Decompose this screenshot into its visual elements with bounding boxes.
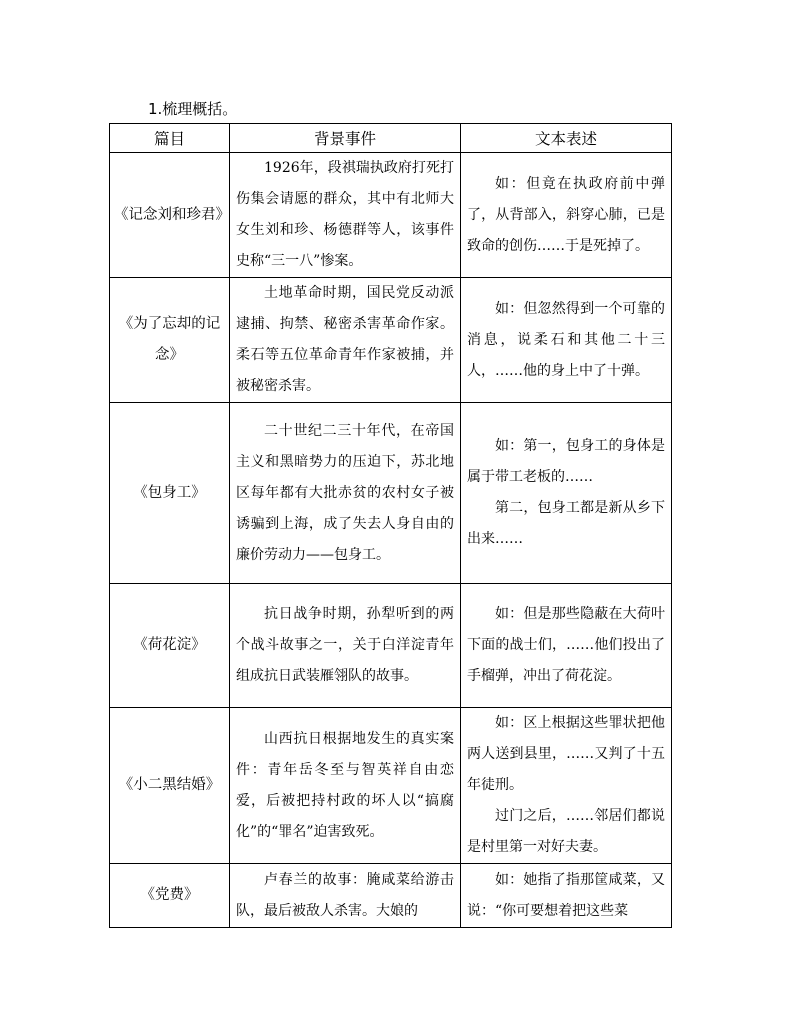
background-event bbox=[230, 708, 461, 864]
background-text: 1926年，段祺瑞执政府打死打伤集会请愿的群众，其中有北师大女生刘和珍、杨德群等人，该事件史称“三一八”惨案。 bbox=[236, 160, 454, 269]
excerpt-paragraph: 如：她指了指那筐咸菜，又说：“你可要想着把这些菜 bbox=[467, 871, 665, 919]
excerpt-paragraph: 如：第一，包身工的身体是属于带工老板的…… bbox=[467, 438, 665, 485]
table-row bbox=[110, 708, 672, 864]
excerpt-paragraph: 如：但竟在执政府前中弹了，从背部入，斜穿心肺，已是致命的创伤……于是死掉了。 bbox=[467, 175, 665, 254]
background-text: 土地革命时期，国民党反动派逮捕、拘禁、秘密杀害革命作家。柔石等五位革命青年作家被捕，并被秘密杀害。 bbox=[236, 285, 454, 394]
work-title: 《党费》 bbox=[110, 864, 230, 928]
work-title: 《记念刘和珍君》 bbox=[110, 153, 230, 278]
work-title: 《小二黑结婚》 bbox=[110, 708, 230, 864]
table-row bbox=[110, 864, 672, 928]
work-title: 《包身工》 bbox=[110, 403, 230, 584]
table-row bbox=[110, 403, 672, 584]
text-excerpt bbox=[461, 153, 672, 278]
background-event bbox=[230, 584, 461, 708]
background-event bbox=[230, 278, 461, 403]
background-event bbox=[230, 153, 461, 278]
exercise-heading: 1.梳理概括。 bbox=[148, 100, 238, 118]
column-header-title: 篇目 bbox=[110, 124, 230, 153]
work-title: 《荷花淀》 bbox=[110, 584, 230, 708]
table-row bbox=[110, 278, 672, 403]
excerpt-paragraph: 第二，包身工都是新从乡下出来…… bbox=[467, 500, 665, 547]
excerpt-paragraph: 如：区上根据这些罪状把他两人送到县里，……又判了十五年徒刑。 bbox=[467, 715, 665, 793]
table-row bbox=[110, 153, 672, 278]
background-text: 抗日战争时期，孙犁听到的两个战斗故事之一，关于白洋淀青年组成抗日武装雁翎队的故事。 bbox=[236, 606, 454, 684]
excerpt-paragraph: 过门之后，……邻居们都说是村里第一对好夫妻。 bbox=[467, 808, 665, 855]
column-header-excerpt: 文本表述 bbox=[461, 124, 672, 153]
text-excerpt bbox=[461, 864, 672, 928]
text-excerpt bbox=[461, 584, 672, 708]
summary-table bbox=[109, 123, 672, 928]
work-title: 《为了忘却的记念》 bbox=[110, 278, 230, 403]
background-event bbox=[230, 403, 461, 584]
text-excerpt bbox=[461, 403, 672, 584]
excerpt-paragraph: 如：但忽然得到一个可靠的消息，说柔石和其他二十三人，……他的身上中了十弹。 bbox=[467, 300, 665, 379]
table-row bbox=[110, 584, 672, 708]
column-header-background: 背景事件 bbox=[230, 124, 461, 153]
excerpt-paragraph: 如：但是那些隐蔽在大荷叶下面的战士们，……他们投出了手榴弹，冲出了荷花淀。 bbox=[467, 606, 665, 684]
text-excerpt bbox=[461, 708, 672, 864]
background-event bbox=[230, 864, 461, 928]
background-text: 山西抗日根据地发生的真实案件：青年岳冬至与智英祥自由恋爱，后被把持村政的坏人以“搞腐化”的“罪名”迫害致死。 bbox=[236, 730, 454, 840]
background-text: 卢春兰的故事：腌咸菜给游击队，最后被敌人杀害。大娘的 bbox=[236, 871, 454, 919]
table-header-row bbox=[110, 124, 672, 153]
text-excerpt bbox=[461, 278, 672, 403]
background-text: 二十世纪二三十年代，在帝国主义和黑暗势力的压迫下，苏北地区每年都有大批赤贫的农村女子被诱骗到上海，成了失去人身自由的廉价劳动力——包身工。 bbox=[236, 422, 454, 563]
